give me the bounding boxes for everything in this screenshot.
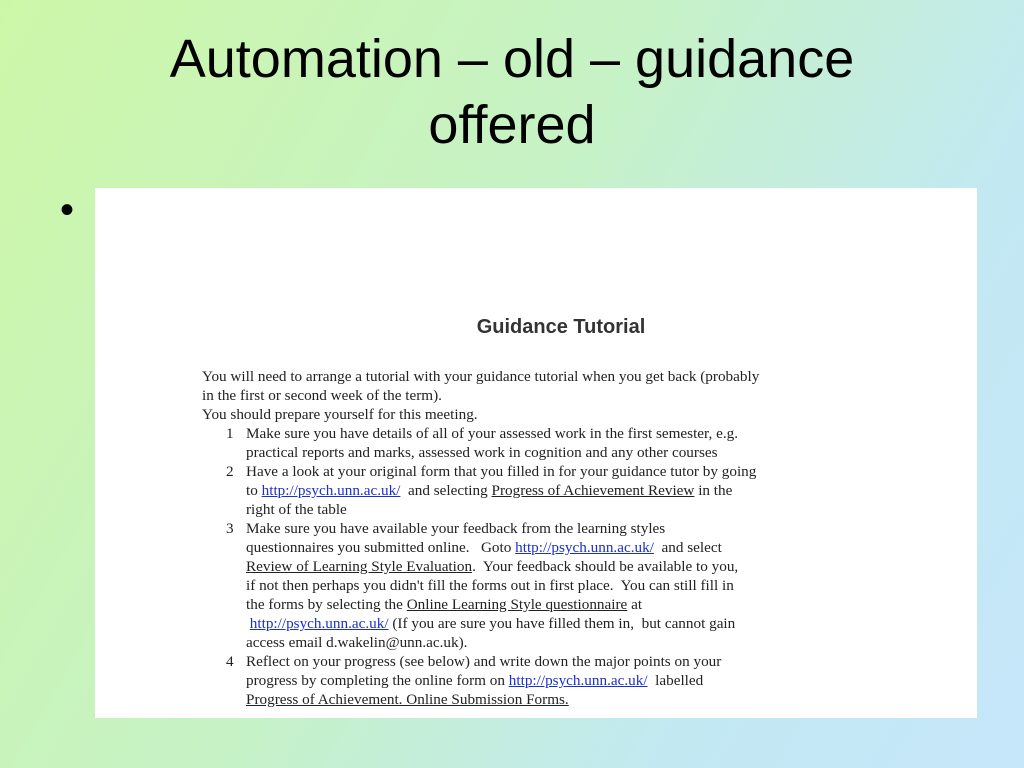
document-heading: Guidance Tutorial — [476, 316, 646, 338]
item-text: access email d.wakelin@unn.ac.uk). — [246, 634, 468, 651]
item-text: if not then perhaps you didn't fill the forms out in first place. You can still fill in — [246, 577, 734, 594]
bullet-marker: • — [60, 188, 75, 232]
item-text: at — [627, 596, 643, 613]
item-text: Reflect on your progress (see below) and write down the major points on your — [246, 653, 722, 670]
slide-title-line-2: offered — [428, 95, 596, 155]
item-text: labelled — [647, 672, 704, 689]
item-text: questionnaires you submitted online. Goto — [246, 539, 516, 556]
item-text: practical reports and marks, assessed work in cognition and any other courses — [246, 444, 718, 461]
learning-style-review-link[interactable]: Review of Learning Style Evaluation — [246, 558, 473, 575]
item-text: right of the table — [246, 501, 347, 518]
slide-title — [0, 26, 1024, 158]
intro-line: You will need to arrange a tutorial with your guidance tutorial when you get back (probably — [202, 368, 760, 385]
item-number: 3 — [226, 520, 234, 537]
item-text: progress by completing the online form on — [246, 672, 509, 689]
online-submission-forms-link[interactable]: Progress of Achievement. Online Submission Forms. — [246, 691, 569, 708]
item-text: Make sure you have details of all of your assessed work in the first semester, e.g. — [246, 425, 739, 442]
steps-list — [202, 424, 882, 709]
item-text: to — [246, 482, 262, 499]
item-text: the forms by selecting the — [246, 596, 407, 613]
item-number: 2 — [226, 463, 234, 480]
document-body — [202, 367, 882, 709]
intro-line: You should prepare yourself for this meeting. — [202, 406, 478, 423]
list-item — [202, 424, 882, 462]
psych-link[interactable]: http://psych.unn.ac.uk/ — [515, 539, 654, 556]
document-screenshot — [95, 188, 977, 718]
item-number: 4 — [226, 653, 234, 670]
item-text: Make sure you have available your feedback from the learning styles — [246, 520, 666, 537]
list-item — [202, 519, 882, 652]
item-text: in the — [694, 482, 733, 499]
psych-link[interactable]: http://psych.unn.ac.uk/ — [508, 672, 648, 689]
psych-link[interactable]: http://psych.unn.ac.uk/ — [261, 482, 401, 499]
item-number: 1 — [226, 425, 234, 442]
list-item — [202, 652, 882, 709]
item-text: (If you are sure you have filled them in, but cannot gain — [388, 615, 736, 632]
intro-line: in the first or second week of the term). — [202, 387, 442, 404]
learning-style-questionnaire-link[interactable]: Online Learning Style questionnaire — [406, 596, 628, 613]
progress-review-link[interactable]: Progress of Achievement Review — [491, 482, 695, 499]
slide-title-line-1: Automation – old – guidance — [169, 29, 855, 89]
item-text: . Your feedback should be available to you, — [472, 558, 739, 575]
item-text: and selecting — [400, 482, 492, 499]
item-text: and select — [653, 539, 722, 556]
item-text: Have a look at your original form that you filled in for your guidance tutor by going — [246, 463, 757, 480]
psych-link[interactable]: http://psych.unn.ac.uk/ — [249, 615, 389, 632]
list-item — [202, 462, 882, 519]
